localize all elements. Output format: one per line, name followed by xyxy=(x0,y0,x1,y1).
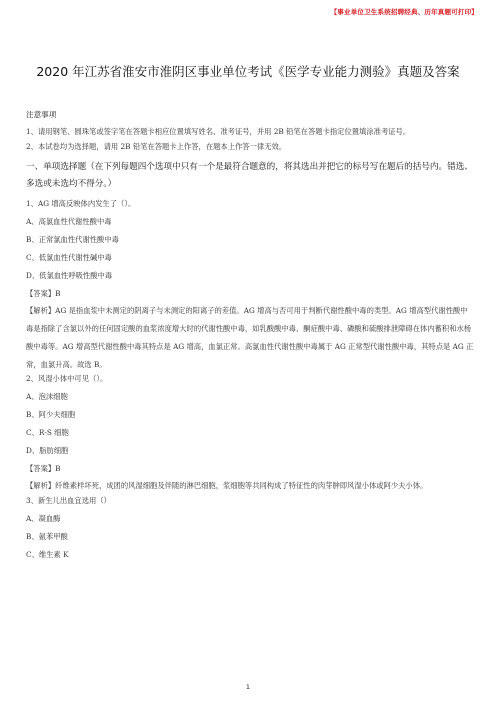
explanation: 【解析】AG 是指血浆中未测定的阴离子与未测定的阳离子的差值。AG 增高与否可用于判断代谢性酸中毒的类型。AG 增高型代谢性酸中毒是指除了含氯以外的任何固定酸的血浆浓度增大时的代谢性酸中毒，如乳酸酸中毒、酮症酸中毒、磷酸和硫酸排泄障碍在体内蓄积和水杨酸中毒等。AG 增高型代谢性酸中毒其特点是 AG 增高，血氯正常。高氯血性代谢性酸中毒属于 AG 正常型代谢性酸中毒，其特点是 AG 正常，血氯升高。故选 B。 xyxy=(26,305,474,370)
document-title: 2020 年江苏省淮安市淮阴区事业单位考试《医学专业能力测验》真题及答案 xyxy=(36,64,460,79)
explanation: 【解析】纤维素样坏死，成团的风湿细胞及伴随的淋巴细胞，浆细胞等共同构成了特征性的肉芽肿即风湿小体或阿少夫小体。 xyxy=(26,481,428,491)
option: B、阿少夫细胞 xyxy=(26,410,76,420)
option: D、脂肪细胞 xyxy=(26,446,69,456)
option: B、正常氯血性代谢性酸中毒 xyxy=(26,234,119,244)
question-stem: 3、新生儿出血宜选用（） xyxy=(26,495,111,505)
question xyxy=(26,199,474,375)
question xyxy=(26,374,474,495)
option: B、氨苯甲酸 xyxy=(26,531,68,541)
question-stem: 2、风湿小体中可见（）。 xyxy=(26,374,108,384)
print-banner: 【事业单位卫生系统招聘经典、历年真题可打印】 xyxy=(330,8,478,16)
document-body xyxy=(26,110,474,568)
section-title: 一、单项选择题（在下列每题四个选项中只有一个是最符合题意的，将其选出并把它的标号写在题后的括号内。错选、多选或未选均不得分。） xyxy=(26,161,473,189)
option: D、低氯血性呼吸性酸中毒 xyxy=(26,270,113,280)
question-stem: 1、AG 增高反映体内发生了（）。 xyxy=(26,198,136,208)
option: A、凝血酶 xyxy=(26,513,61,523)
page-number: 1 xyxy=(245,683,251,691)
notice-item: 2、本试卷均为选择题，请用 2B 铅笔在答题卡上作答，在题本上作答一律无效。 xyxy=(26,141,287,151)
option: A、高氯血性代谢性酸中毒 xyxy=(26,216,112,226)
option: C、维生素 K xyxy=(26,549,69,559)
answer: 【答案】B xyxy=(26,288,61,298)
option: C、低氯血性代谢性碱中毒 xyxy=(26,252,112,262)
notice-item: 1、请用钢笔、圆珠笔或签字笔在答题卡相应位置填写姓名、准考证号，并用 2B 铅笔在答题卡指定位置填涂准考证号。 xyxy=(26,127,411,136)
notice-heading: 注意事项 xyxy=(26,110,57,119)
option: C、R-S 细胞 xyxy=(26,428,69,438)
option: A、泡沫细胞 xyxy=(26,392,68,402)
answer: 【答案】B xyxy=(26,464,61,474)
question xyxy=(26,496,474,559)
